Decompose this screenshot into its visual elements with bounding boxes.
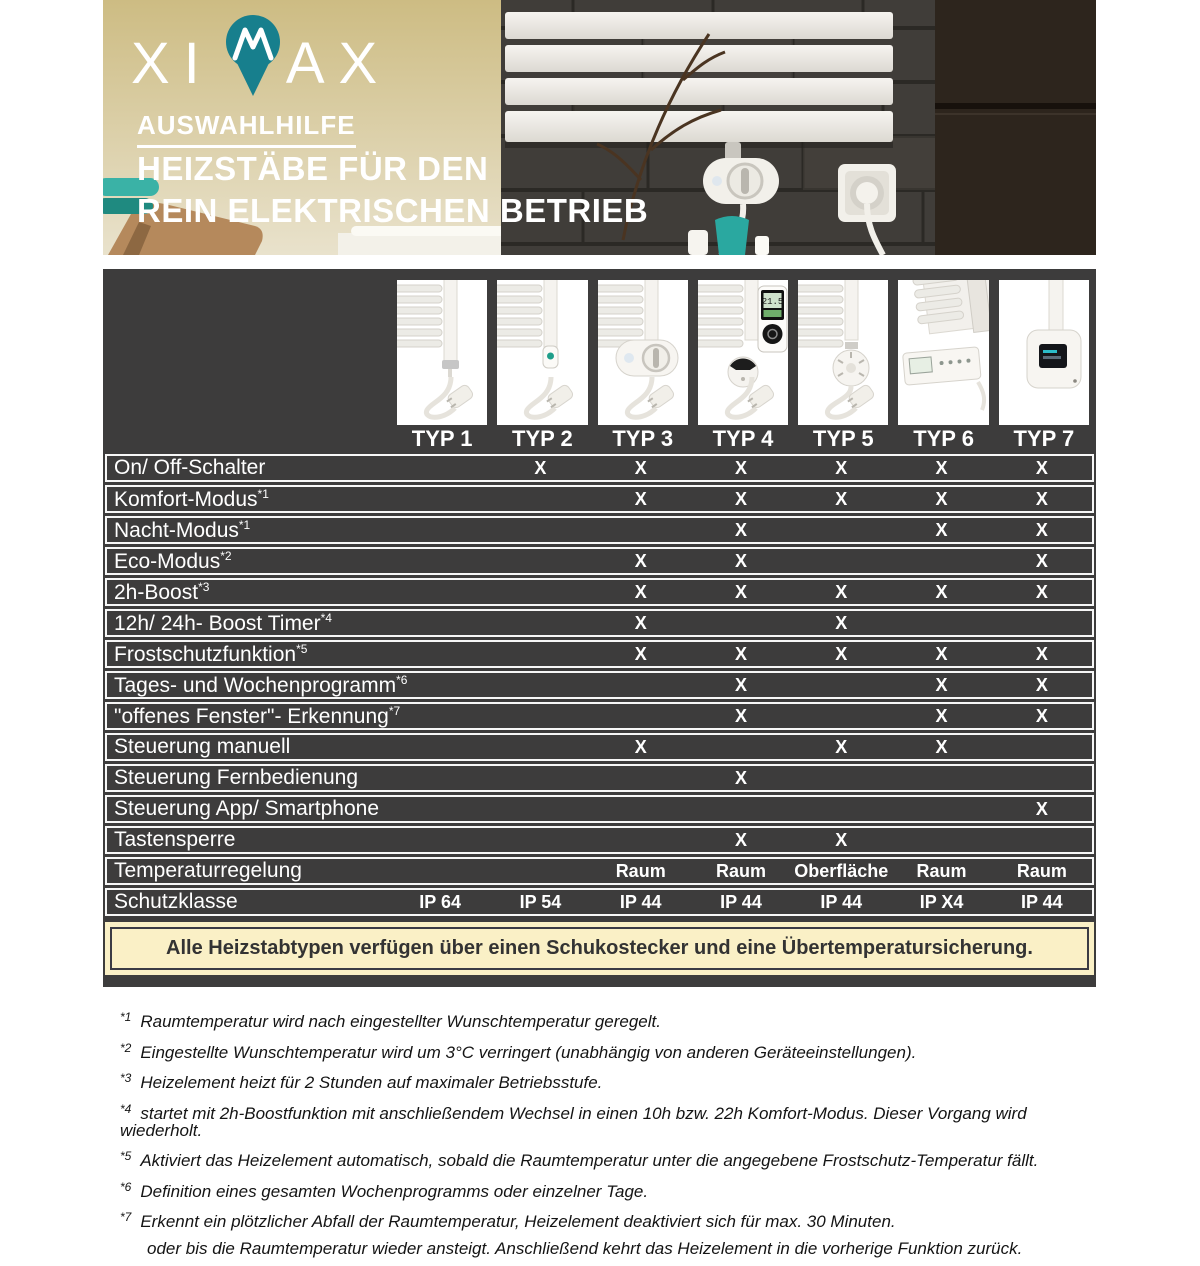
value-cell: X — [634, 457, 647, 478]
row-label — [107, 487, 390, 512]
table-row — [105, 795, 1094, 823]
row-label — [107, 549, 390, 574]
column-header-5: TYP 5 — [812, 426, 874, 451]
row-label — [107, 859, 390, 883]
row-label-text: Komfort-Modus — [114, 488, 258, 511]
table-row — [105, 609, 1094, 637]
row-label-text: 2h-Boost — [114, 581, 199, 604]
row-label-footnote-ref: *5 — [296, 642, 308, 656]
row-label-text: Steuerung App/ Smartphone — [114, 797, 380, 820]
product-photo-row — [103, 280, 1096, 425]
value-cell: X — [935, 706, 948, 726]
value-cell: X — [935, 675, 948, 695]
table-row — [105, 826, 1094, 854]
column-header-1: TYP 1 — [411, 426, 473, 451]
column-header-4: TYP 4 — [712, 426, 774, 451]
comparison-table-panel — [103, 269, 1096, 987]
value-cell: X — [734, 551, 747, 571]
row-label — [107, 673, 408, 698]
row-label-text: Schutzklasse — [114, 890, 238, 913]
value-cell: X — [1035, 489, 1048, 509]
value-cell: X — [835, 829, 848, 850]
product-photo-typ4 — [698, 280, 788, 425]
column-header-spacer — [105, 426, 392, 452]
value-cell: X — [734, 675, 747, 695]
footnote-item — [120, 1148, 1096, 1169]
value-cell: Raum — [916, 860, 967, 881]
value-cell: X — [634, 736, 647, 757]
row-label — [107, 766, 390, 790]
column-header-6: TYP 6 — [913, 426, 974, 451]
row-label-footnote-ref: *6 — [396, 673, 408, 687]
table-row — [105, 640, 1094, 668]
value-cell: X — [634, 489, 647, 509]
row-label-footnote-ref: *4 — [320, 611, 332, 625]
product-photo-typ3 — [598, 280, 688, 425]
value-cell: X — [734, 489, 747, 509]
value-cell: X — [1035, 582, 1048, 602]
value-cell: Raum — [615, 860, 666, 881]
product-photo-typ6 — [898, 280, 988, 425]
logo-m-pin-icon — [222, 14, 284, 117]
footnote-item — [120, 1009, 1096, 1030]
footnote-item — [120, 1101, 1096, 1139]
value-cell: X — [935, 582, 948, 602]
value-cell: X — [734, 520, 747, 540]
value-cell: X — [835, 582, 848, 602]
hero-headline-line1: HEIZSTÄBE FÜR DEN — [137, 150, 489, 187]
value-cell: X — [835, 613, 848, 633]
value-cell: IP 44 — [720, 891, 762, 912]
table-row — [105, 485, 1094, 513]
value-cell: IP 54 — [519, 891, 562, 912]
value-cell: X — [935, 520, 948, 540]
product-photo-typ5 — [798, 280, 888, 425]
footnote-text: Raumtemperatur wird nach eingestellter Wunschtemperatur geregelt. — [140, 1012, 661, 1031]
table-row — [105, 764, 1094, 792]
footnote-item — [120, 1040, 1096, 1061]
footnote-marker: *3 — [120, 1071, 132, 1085]
value-cell: X — [935, 736, 948, 757]
value-cell: X — [1035, 644, 1048, 664]
row-label — [107, 797, 390, 821]
table-row — [105, 857, 1094, 885]
table-row — [105, 547, 1094, 575]
value-cell: Raum — [715, 860, 766, 881]
footnote-marker: *5 — [120, 1149, 132, 1163]
value-cell: X — [634, 613, 647, 633]
page — [103, 0, 1096, 1266]
value-cell: X — [734, 767, 747, 788]
value-cell: X — [734, 829, 747, 850]
footnote-marker: *2 — [120, 1040, 132, 1055]
value-cell: X — [935, 457, 948, 478]
svg-text:21.5: 21.5 — [761, 297, 784, 307]
hero-banner — [103, 0, 1096, 255]
row-label-text: Frostschutzfunktion — [114, 643, 297, 666]
column-header-2: TYP 2 — [512, 426, 573, 451]
value-cell: X — [734, 706, 747, 726]
footnote-text: Aktiviert das Heizelement automatisch, sobald die Raumtemperatur unter die angegebene Frostschutz-Temperatur fällt. — [140, 1151, 1039, 1170]
row-label — [107, 580, 390, 605]
value-cell: X — [935, 489, 948, 509]
row-label-footnote-ref: *2 — [220, 549, 232, 563]
table-row — [105, 733, 1094, 761]
value-cell: X — [1035, 457, 1048, 478]
row-label-text: Tastensperre — [114, 828, 236, 851]
table-row — [105, 516, 1094, 544]
feature-rows — [103, 454, 1096, 916]
row-label-text: Steuerung manuell — [114, 735, 291, 758]
value-cell: X — [734, 457, 747, 478]
table-row — [105, 578, 1094, 606]
value-cell: X — [835, 457, 848, 478]
row-label — [107, 456, 390, 480]
value-cell: X — [835, 489, 848, 509]
row-label-text: Nacht-Modus — [114, 519, 239, 542]
footnote-marker: *6 — [120, 1179, 132, 1194]
row-label-text: Temperaturregelung — [114, 859, 302, 882]
row-label-text: On/ Off-Schalter — [114, 456, 266, 479]
row-label — [107, 642, 390, 667]
hero-eyebrow: AUSWAHLHILFE — [137, 110, 356, 148]
value-cell: IP 64 — [419, 891, 461, 912]
column-header-3: TYP 3 — [612, 426, 674, 451]
value-cell: X — [1035, 706, 1048, 726]
footnote-marker: *4 — [120, 1101, 132, 1116]
row-label-text: 12h/ 24h- Boost Timer — [114, 612, 321, 635]
column-header-7: TYP 7 — [1013, 426, 1075, 451]
value-cell: X — [634, 551, 647, 571]
value-cell: Raum — [1016, 860, 1067, 881]
value-cell: X — [1035, 551, 1048, 571]
footnote-text: Definition eines gesamten Wochenprogramms oder einzelner Tage. — [140, 1181, 649, 1201]
value-cell: IP 44 — [820, 891, 863, 912]
value-cell: X — [734, 582, 747, 602]
row-label — [107, 611, 390, 636]
footnote-marker: *1 — [120, 1010, 132, 1024]
hero-headline-line2: REIN ELEKTRISCHEN BETRIEB — [137, 192, 649, 229]
value-cell: IP 44 — [619, 891, 662, 912]
table-row — [105, 702, 1094, 730]
value-cell: X — [534, 457, 547, 478]
footnote-text: Erkennt ein plötzlicher Abfall der Raumtemperatur, Heizelement deaktiviert sich für max. 30 Minuten. — [140, 1212, 896, 1231]
brand-logo — [131, 12, 391, 115]
footnote-text: Eingestellte Wunschtemperatur wird um 3°C verringert (unabhängig von anderen Geräteeinstellungen). — [140, 1042, 917, 1062]
row-label-text: Tages- und Wochenprogramm — [114, 674, 397, 697]
value-cell: X — [1035, 798, 1048, 819]
logo-text-xi: XI — [131, 30, 214, 96]
row-label — [107, 890, 390, 914]
value-cell: X — [835, 644, 848, 664]
footnote-text: startet mit 2h-Boostfunktion mit anschließendem Wechsel in einen 10h bzw. 22h Komfort-Modus. Dieser Vorgang wird wiederholt. — [120, 1103, 1027, 1140]
footnote-text: Heizelement heizt für 2 Stunden auf maximaler Betriebsstufe. — [140, 1073, 603, 1092]
footnote-item — [120, 1070, 1096, 1091]
product-photo-typ2 — [497, 280, 587, 425]
value-cell: X — [935, 644, 948, 664]
value-cell: IP 44 — [1020, 891, 1063, 912]
row-label-footnote-ref: *1 — [238, 518, 251, 532]
value-cell: Oberfläche — [794, 860, 889, 881]
row-label — [107, 704, 401, 729]
value-cell: IP X4 — [919, 891, 964, 912]
product-photo-typ7 — [999, 280, 1089, 425]
row-label — [107, 828, 390, 852]
table-row — [105, 888, 1094, 916]
footnotes — [120, 1009, 1096, 1257]
value-cell: X — [634, 644, 647, 664]
table-row — [105, 454, 1094, 482]
hero-headline — [137, 148, 648, 232]
row-label — [107, 735, 390, 759]
row-label-footnote-ref: *1 — [257, 487, 269, 501]
value-cell: X — [1035, 675, 1048, 695]
footnote-item — [120, 1209, 1096, 1230]
table-row — [105, 671, 1094, 699]
footnote-marker: *7 — [120, 1210, 132, 1224]
value-cell: X — [734, 644, 747, 664]
row-label-text: Eco-Modus — [114, 550, 221, 573]
value-cell: X — [835, 736, 848, 757]
row-label — [107, 518, 390, 543]
logo-text-ax: AX — [285, 30, 392, 96]
row-label-text: "offenes Fenster"- Erkennung — [114, 705, 389, 728]
info-banner-text: Alle Heizstabtypen verfügen über einen Schukostecker und eine Übertemperatursicherung. — [110, 927, 1089, 970]
value-cell: X — [1035, 520, 1048, 540]
footnote-text: oder bis die Raumtemperatur wieder ansteigt. Anschließend kehrt das Heizelement in die vorherige Funktion zurück. — [147, 1238, 1023, 1258]
footnote-item — [120, 1179, 1096, 1200]
row-label-text: Steuerung Fernbedienung — [114, 766, 359, 789]
row-label-footnote-ref: *3 — [198, 580, 210, 594]
hero-radiator — [505, 12, 893, 148]
row-label-footnote-ref: *7 — [388, 704, 401, 718]
product-row-spacer — [105, 280, 392, 425]
value-cell: X — [634, 582, 647, 602]
footnote-item — [147, 1240, 1096, 1257]
info-banner — [105, 922, 1094, 975]
product-photo-typ1 — [397, 280, 487, 425]
column-header-row — [103, 426, 1096, 452]
